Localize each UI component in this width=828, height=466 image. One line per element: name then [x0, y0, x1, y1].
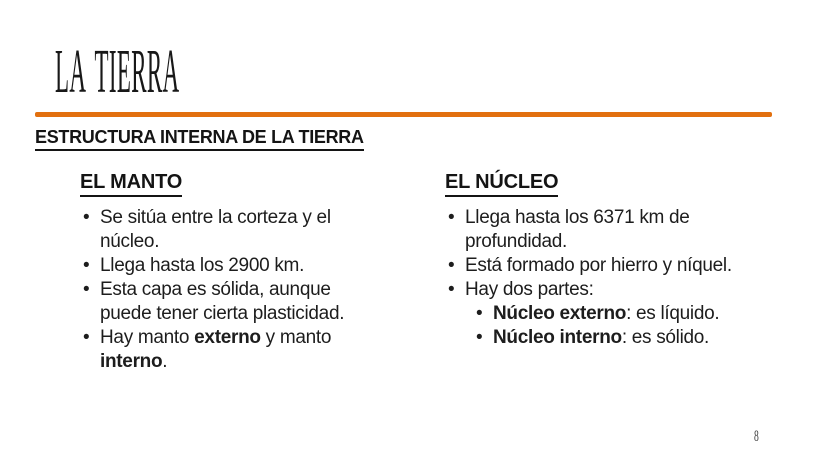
bullet-list-manto [80, 206, 378, 374]
column-manto [80, 170, 378, 374]
column-heading-nucleo-text: EL NÚCLEO [445, 170, 558, 197]
list-item [473, 302, 737, 326]
column-heading-nucleo [445, 170, 737, 197]
list-item-text: Esta capa es sólida, aunque puede tener cierta plasticidad. [100, 279, 345, 324]
section-heading-text: ESTRUCTURA INTERNA DE LA TIERRA [35, 127, 364, 151]
accent-divider-line [35, 112, 772, 117]
list-item-text-bold: Núcleo externo [493, 303, 627, 324]
column-heading-manto-text: EL MANTO [80, 170, 182, 197]
page-number: 8 [754, 428, 759, 445]
list-item [80, 326, 378, 374]
list-item-text-bold: externo [194, 327, 261, 348]
list-item-text: Se sitúa entre la corteza y el núcleo. [100, 207, 331, 252]
list-item [473, 326, 737, 350]
sub-bullet-list [473, 302, 737, 350]
list-item-text: : es sólido. [621, 327, 710, 348]
list-item [80, 206, 378, 254]
list-item-text: y manto [260, 327, 332, 348]
list-item-text: Llega hasta los 6371 km de profundidad. [465, 207, 690, 252]
column-nucleo [445, 170, 737, 350]
list-item-text: Hay manto [100, 327, 195, 348]
list-item [80, 278, 378, 326]
list-item-text: : es líquido. [626, 303, 720, 324]
list-item-text: . [162, 351, 168, 372]
list-item [445, 278, 737, 350]
list-item-text: Llega hasta los 2900 km. [100, 255, 305, 276]
slide-title: LA TIERRA [55, 38, 180, 106]
list-item-text: Hay dos partes: [465, 279, 594, 300]
list-item [445, 254, 737, 278]
list-item-text-bold: interno [100, 351, 163, 372]
list-item [445, 206, 737, 254]
list-item-text: Está formado por hierro y níquel. [465, 255, 732, 276]
column-heading-manto [80, 170, 378, 197]
list-item [80, 254, 378, 278]
section-heading [35, 127, 364, 151]
list-item-text-bold: Núcleo interno [493, 327, 622, 348]
bullet-list-nucleo [445, 206, 737, 350]
